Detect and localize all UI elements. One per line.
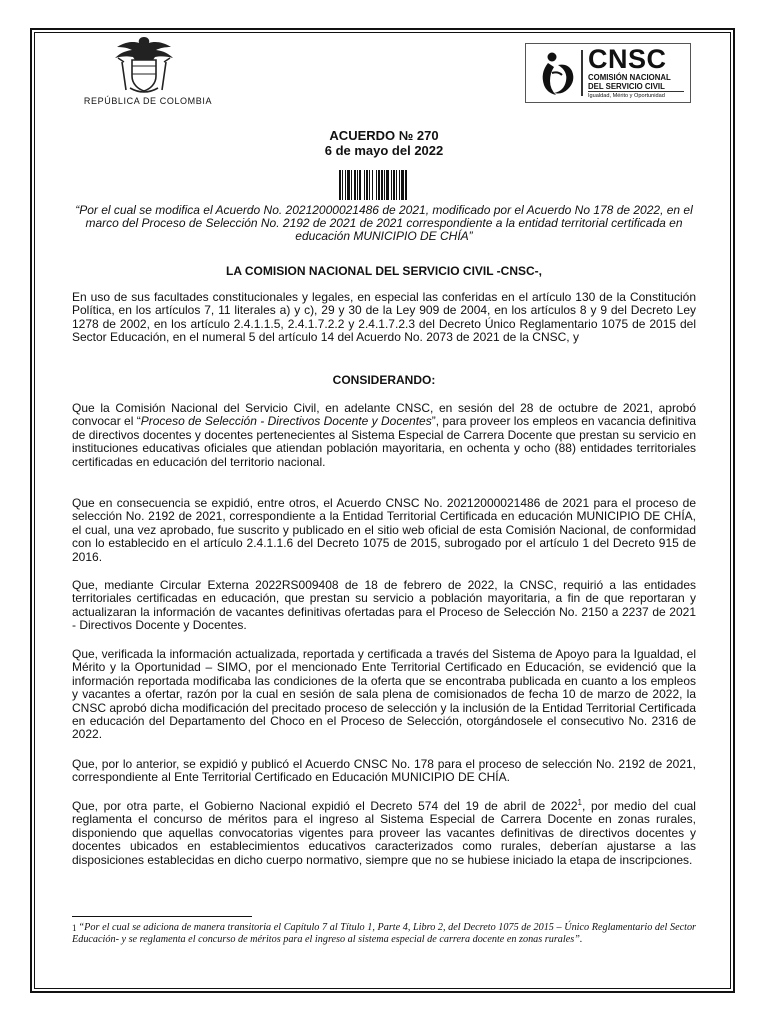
barcode-bar	[351, 170, 352, 200]
p1-text-a: Que la Comisión Nacional del Servicio Civil, en adelante CNSC, en sesión del 28 de octubre de 2021, aprobó convocar el “	[72, 401, 696, 429]
logo-subtitle-2: DEL SERVICIO CIVIL	[588, 82, 665, 91]
acuerdo-date: 6 de mayo del 2022	[324, 143, 444, 158]
barcode-bar	[396, 170, 397, 200]
considerando-paragraph-3: Que, mediante Circular Externa 2022RS009408 de 18 de febrero de 2022, la CNSC, requirió a las entidades territoriales certificadas en educación, que prestan su servicio a población mayoritaria, a fin de que reportaran y actualizaran la información de vacantes definitivas ofertadas para el Proceso de Selección No. 2150 a 2237 de 2021 - Directivos Docente y Docentes.	[72, 578, 696, 633]
barcode-bar	[364, 170, 365, 200]
barcode-bar	[372, 170, 373, 200]
logo-subtitle-1: COMISIÓN NACIONAL	[588, 73, 671, 82]
barcode-bar	[405, 170, 407, 200]
p1-text-b: ”, para proveer los empleos en vacancia definitiva de directivos docentes y docentes pertenecientes al Sistema Especial de Carrera Docente que prestan su servicio en instituciones educativas oficiales que atiendan población mayoritaria, en ochenta y ocho (88) entidades territoriales certificadas en educación del territorio nacional.	[72, 414, 696, 469]
barcode-bar	[391, 170, 392, 200]
epigraph: “Por el cual se modifica el Acuerdo No. 20212000021486 de 2021, modificado por el Acuerdo No 178 de 2022, en el marco del Proceso de Selección No. 2192 de 2021 de 2021 correspondiente a la entidad territorial certificada en educación MUNICIPIO DE CHÍA”	[75, 203, 693, 243]
barcode-bar	[354, 170, 356, 200]
colombia-coat-of-arms-icon	[108, 34, 180, 96]
barcode-bar	[376, 170, 377, 200]
considerando-paragraph-2: Que en consecuencia se expidió, entre otros, el Acuerdo CNSC No. 20212000021486 de 2021 para el proceso de selección No. 2192 de 2021, correspondiente a la Entidad Territorial Certificada en educación MUNICIPIO DE CHÍA, el cual, una vez aprobado, fue suscrito y publicado en el sitio web oficial de esta Comisión Nacional, de conformidad con lo establecido en el artículo 2.4.1.1.6 del Decreto 1075 de 2015, subrogado por el artículo 1 del Decreto 915 de 2016.	[72, 496, 696, 564]
barcode-bar	[401, 170, 404, 200]
cnsc-logo-icon	[538, 49, 576, 97]
considerando-paragraph-1	[72, 402, 696, 469]
footnote	[72, 922, 696, 946]
logo-tagline: Igualdad, Mérito y Oportunidad	[588, 93, 665, 99]
logo-rule	[588, 91, 684, 92]
considerando-paragraph-5: Que, por lo anterior, se expidió y publicó el Acuerdo CNSC No. 178 para el proceso de selección No. 2192 de 2021, correspondiente al Ente Territorial Certificado en Educación MUNICIPIO DE CHÍA.	[72, 757, 696, 785]
barcode-bar	[386, 170, 389, 200]
considerando-heading: CONSIDERANDO:	[332, 373, 436, 387]
barcode-bar	[378, 170, 380, 200]
footnote-reference[interactable]: 1	[577, 798, 582, 807]
barcode-bar	[339, 170, 341, 200]
barcode-bar	[347, 170, 350, 200]
barcode-bar	[369, 170, 370, 200]
barcode-bar	[345, 170, 346, 200]
barcode-bar	[393, 170, 395, 200]
issuer-heading: LA COMISION NACIONAL DEL SERVICIO CIVIL -CNSC-,	[225, 264, 543, 278]
barcode-bar	[342, 170, 343, 200]
powers-paragraph: En uso de sus facultades constitucionales y legales, en especial las conferidas en el artículo 130 de la Constitución Política, en los artículos 7, 11 literales a) y c), 29 y 30 de la Ley 909 de 2004, en los artículos 8 y 9 del Decreto Ley 1278 de 2002, en los artículo 2.4.1.1.5, 2.4.1.7.2.2 y 2.4.1.7.2.3 del Decreto Único Reglamentario 1075 de 2015 del Sector Educación, en el numeral 5 del artículo 14 del Acuerdo No. 2073 de 2021 de la CNSC, y	[72, 290, 696, 345]
footnote-number: 1	[72, 923, 77, 933]
considerando-paragraph-6	[72, 800, 696, 867]
p1-emphasis: Proceso de Selección - Directivos Docente y Docentes	[140, 414, 432, 429]
barcode-bar	[399, 170, 400, 200]
footnote-text: “Por el cual se adiciona de manera transitoria el Capítulo 7 al Título 1, Parte 4, Libro 2, del Decreto 1075 de 2015 – Único Reglamentario del Sector Educación- y se reglamenta el concurso de méritos para el ingreso al sistema especial de carrera docente en zonas rurales”.	[72, 922, 696, 945]
logo-separator	[581, 50, 583, 96]
footnote-separator	[72, 916, 252, 917]
logo-title: CNSC	[588, 44, 667, 74]
barcode-bar	[384, 170, 385, 200]
barcode-bar	[357, 170, 358, 200]
republic-label: REPÚBLICA DE COLOMBIA	[83, 96, 213, 106]
cnsc-logo	[525, 43, 691, 103]
barcode	[339, 170, 428, 200]
barcode-bar	[366, 170, 368, 200]
barcode-bar	[359, 170, 361, 200]
barcode-bar	[381, 170, 383, 200]
p6-text-b: , por medio del cual reglamenta el concurso de méritos para el ingreso al Sistema Especial de Carrera Docente en zonas rurales, disponiendo que aquellas convocatorias vigentes para proveer las vacantes definitivas de directivos docentes y docentes ubicados en establecimientos educativos caracterizados como rurales, deberían ajustarse a las disposiciones establecidas en dicho cuerpo normativo, siempre que no se hubiese iniciado la etapa de inscripciones.	[72, 799, 696, 867]
acuerdo-title: ACUERDO № 270	[329, 128, 439, 143]
considerando-paragraph-4: Que, verificada la información actualizada, reportada y certificada a través del Sistema de Apoyo para la Igualdad, el Mérito y la Oportunidad – SIMO, por el mencionado Ente Territorial Certificado en Educación, se evidenció que la información reportada modificaba las condiciones de la oferta que se encontraba publicada en cuanto a los empleos y vacantes a ofertar, razón por la cual en sesión de sala plena de comisionados de fecha 10 de marzo de 2022, la CNSC aprobó dicha modificación del precitado proceso de selección y la inclusión de la Entidad Territorial Certificada en educación del Departamento del Choco en el Proceso de Selección, otorgándosele el consecutivo No. 2316 de 2022.	[72, 647, 696, 742]
p6-text-a: Que, por otra parte, el Gobierno Nacional expidió el Decreto 574 del 19 de abril de 2022	[72, 799, 578, 813]
